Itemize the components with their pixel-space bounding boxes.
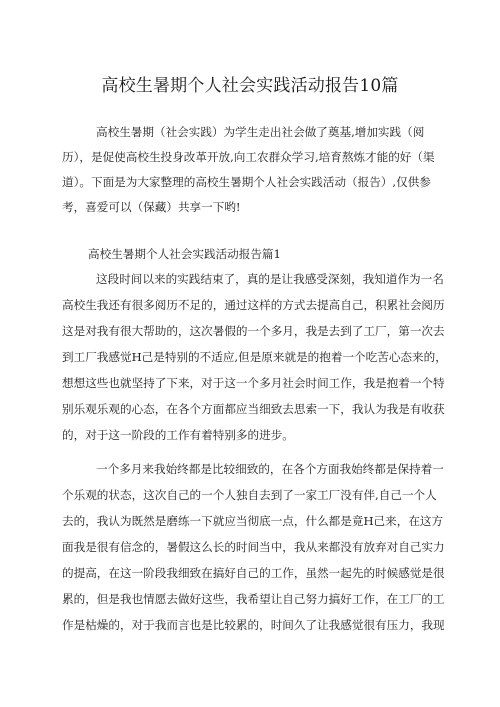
paragraph-line: 去的，我认为既然是磨练一下就应当彻底一点，什么都是竟H己来，在这方 [62, 514, 444, 528]
paragraph-line: 想想这些也就坚持了下来，对于这一个多月社会时间工作，我是抱着一个特 [62, 376, 445, 390]
intro-line: 历），是促使高校生投身改革开放,向工农群众学习,培育熬炼才能的好（渠 [62, 150, 435, 164]
intro-line: 高校生暑期（社会实践）为学生走出社会做了奠基,增加实践（阅 [96, 125, 425, 139]
section-heading: 高校生暑期个人社会实践活动报告篇1 [88, 247, 281, 261]
paragraph-line: 别乐观乐观的心态，在各个方面都应当细致去思索一下，我认为我是有收获 [62, 402, 445, 416]
intro-line: 考，喜爱可以（保藏）共享一下哟! [62, 200, 241, 214]
intro-line: 道）。下面是为大家整理的高校生暑期个人社会实践活动（报告）,仅供参 [62, 175, 431, 189]
paragraph-line: 高校生我还有很多阅历不足的，通过这样的方式去提高自己，积累社会阅历 [62, 298, 445, 312]
paragraph-line: 到工厂我感觉H己是特别的不适应,但是原来就是的抱着一个吃苦心态来的， [62, 350, 447, 364]
paragraph-line: 这是对我有很大帮助的，这次暑假的一个多月，我是去到了工厂，第一次去 [62, 324, 445, 338]
paragraph-line: 这段时间以来的实践结束了，真的是让我感受深刻，我知道作为一名 [96, 272, 444, 286]
paragraph-line: 作是枯燥的，对于我而言也是比较累的，时间久了让我感觉很有压力，我现 [62, 618, 445, 632]
paragraph-line: 的，对于这一阶段的工作有着特别多的进步。 [62, 428, 294, 442]
paragraph-line: 个乐观的状态，这次自己的一个人独自去到了一家工厂没有伴,自己一个人 [62, 488, 437, 502]
paragraph-line: 累的，但是我也情愿去做好这些，我希望让自己努力搞好工作，在工厂的工 [62, 592, 445, 606]
document-title: 高校生暑期个人社会实践活动报告10篇 [101, 76, 399, 96]
paragraph-line: 的提高，在这一阶段我细致在搞好自己的工作，虽然一起先的时候感觉是很 [62, 566, 445, 580]
paragraph-line: 面我是很有信念的，暑假这么长的时间当中，我从来都没有放弃对自己实力 [62, 540, 445, 554]
paragraph-line: 一个多月来我始终都是比较细致的，在各个方面我始终都是保持着一 [96, 462, 444, 476]
